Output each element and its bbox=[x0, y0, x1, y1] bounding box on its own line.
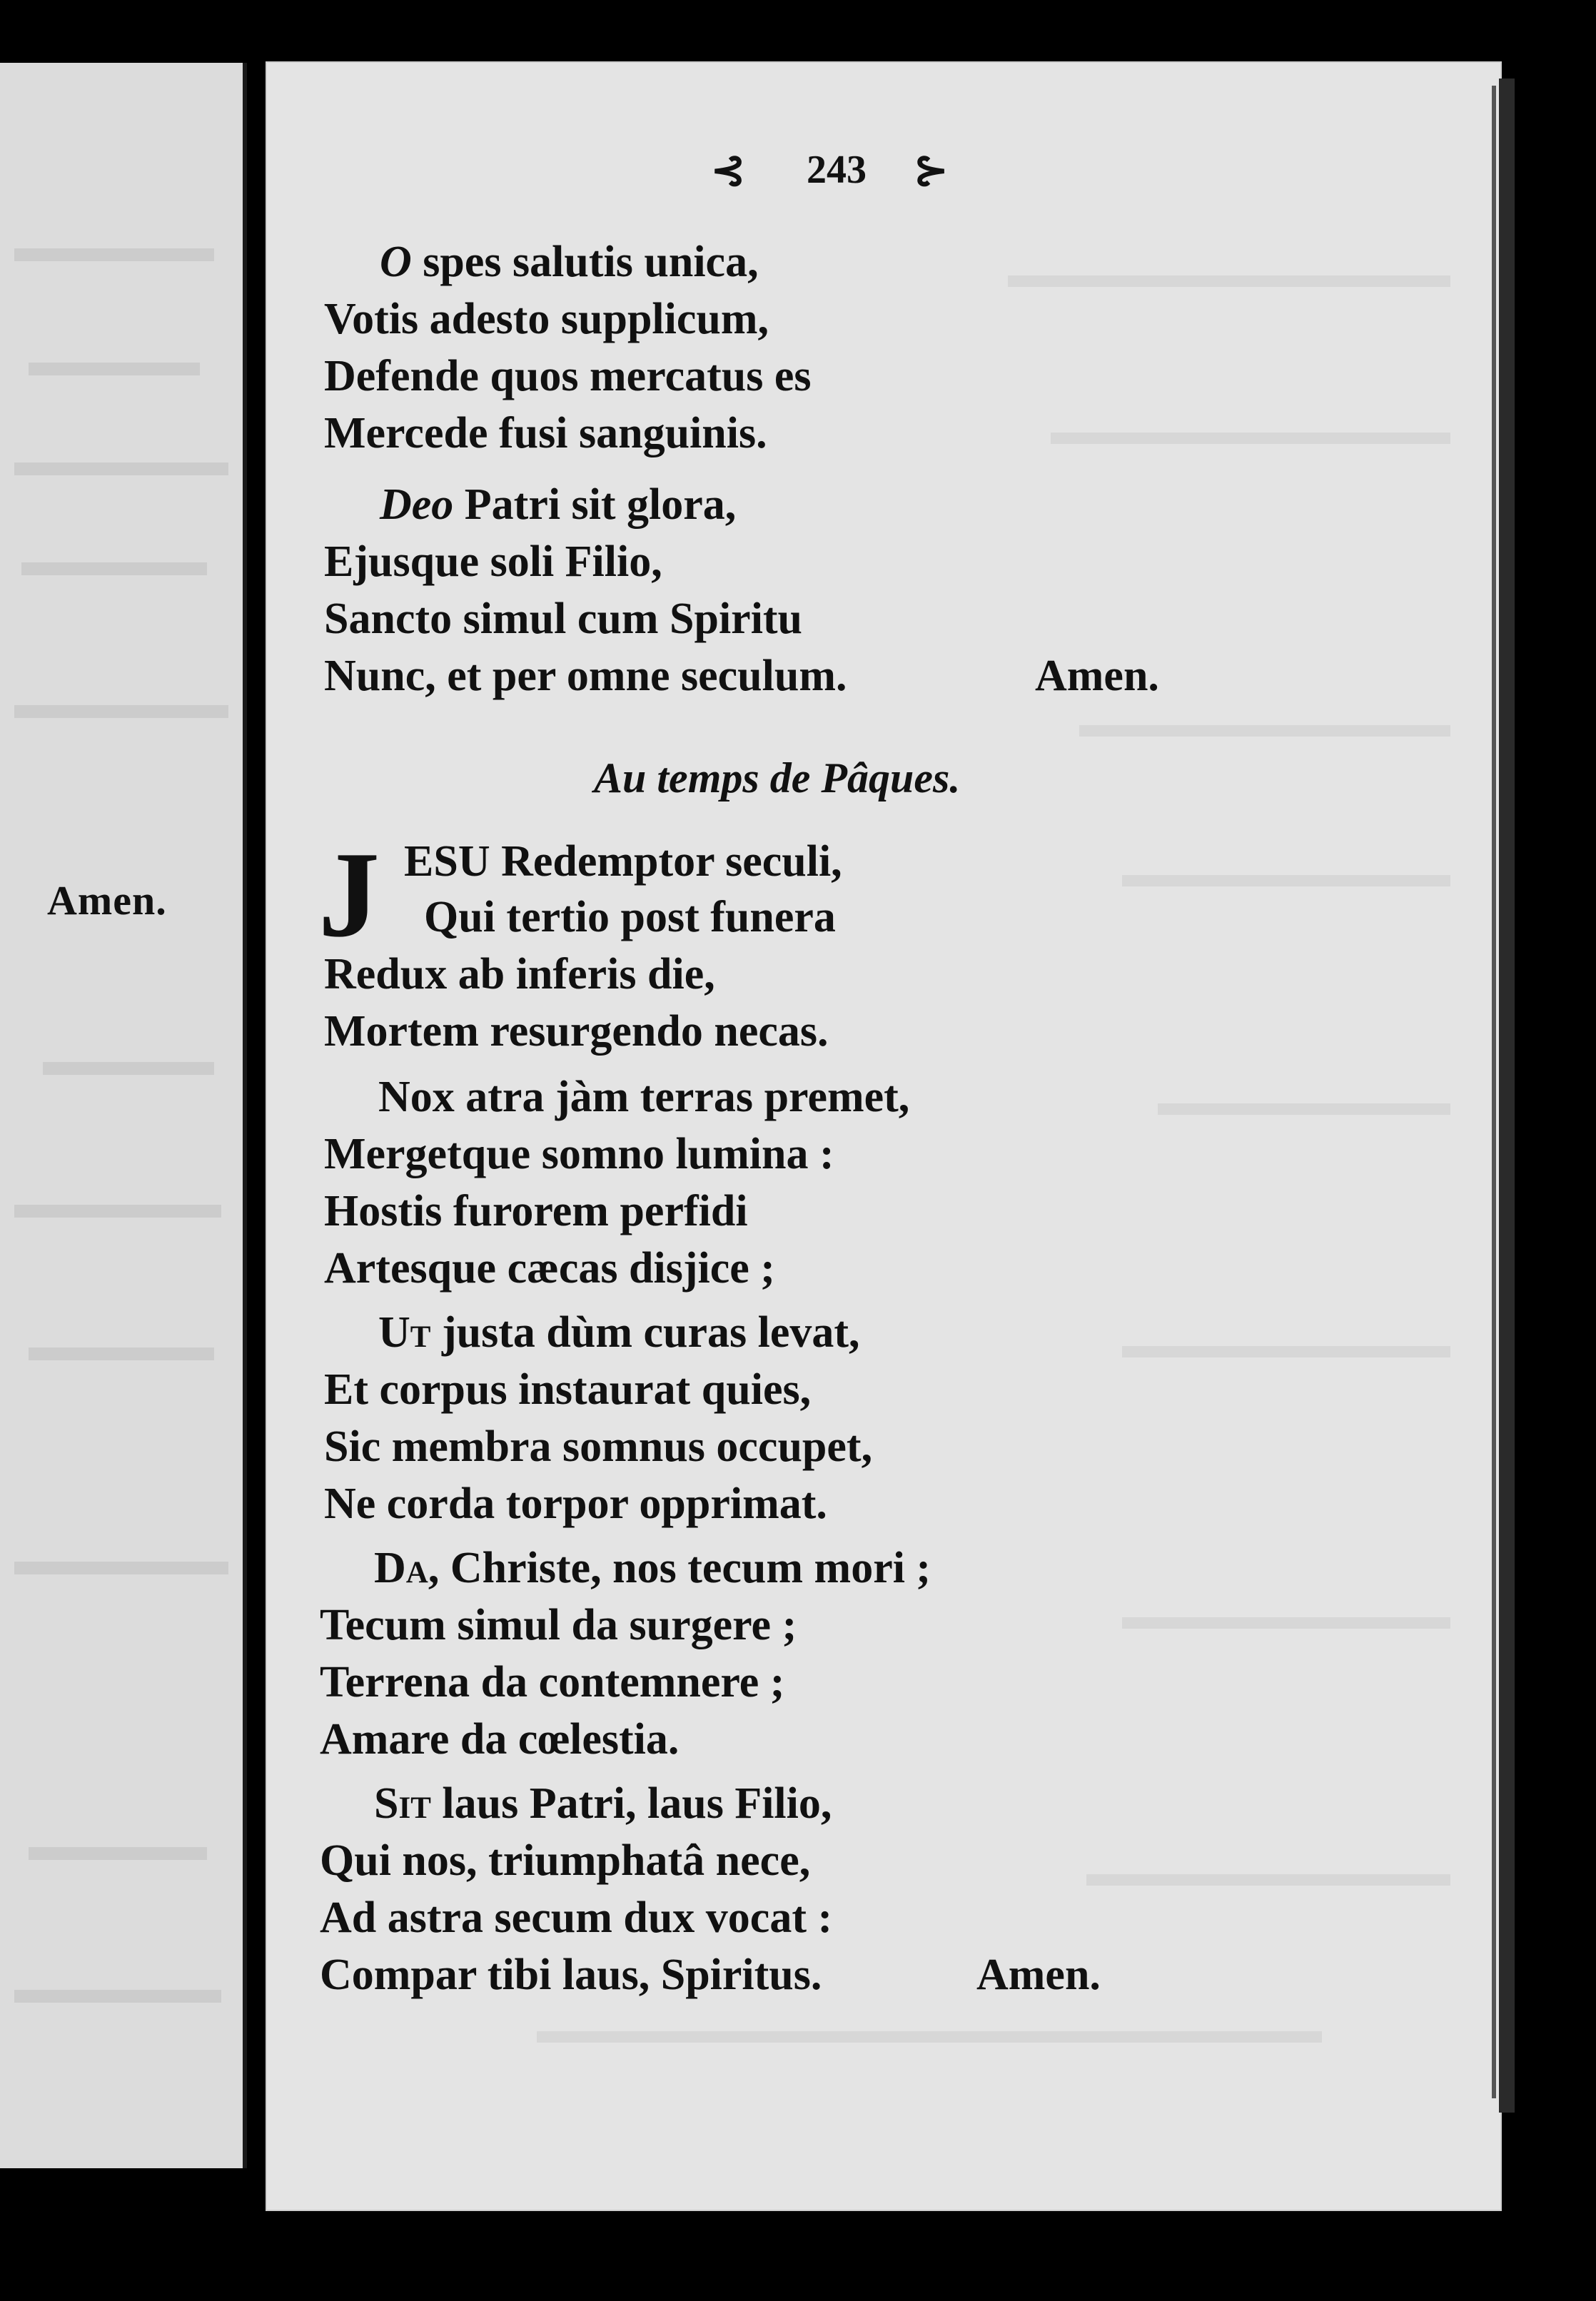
amen: Amen. bbox=[1035, 652, 1159, 700]
page-edge bbox=[1499, 79, 1515, 2113]
verse-line: Artesque cæcas disjice ; bbox=[324, 1244, 775, 1293]
verse-line: O spes salutis unica, bbox=[380, 238, 759, 286]
bleed-through-line bbox=[14, 248, 214, 261]
bleed-through-line bbox=[21, 562, 207, 575]
small-caps-lead: Sit bbox=[374, 1779, 431, 1828]
verse-line: ESU Redemptor seculi, bbox=[404, 837, 842, 886]
bleed-through-line bbox=[29, 1847, 207, 1860]
bleed-through-line bbox=[14, 1562, 228, 1574]
verse-line: Nox atra jàm terras premet, bbox=[378, 1073, 910, 1121]
verse-line: Ejusque soli Filio, bbox=[324, 537, 662, 586]
verse-line bbox=[374, 1546, 931, 1590]
page-edge-inner bbox=[1492, 86, 1496, 2098]
bleed-through-line bbox=[14, 462, 228, 475]
verse-line: Hostis furorem perfidi bbox=[324, 1187, 748, 1235]
bleed-through-line bbox=[1122, 875, 1450, 886]
verse-line: Defende quos mercatus es bbox=[324, 352, 812, 400]
left-page-amen: Amen. bbox=[47, 877, 167, 924]
amen: Amen. bbox=[976, 1951, 1101, 1999]
bleed-through-line bbox=[1122, 1617, 1450, 1629]
verse-line: Terrena da contemnere ; bbox=[320, 1658, 785, 1706]
bleed-through-line bbox=[29, 363, 200, 375]
bleed-through-line bbox=[29, 1347, 214, 1360]
header-ornament-right: ⊱ bbox=[914, 147, 949, 193]
section-title: Au temps de Pâques. bbox=[594, 754, 961, 801]
verse-text: justa dùm curas levat, bbox=[441, 1308, 860, 1357]
small-caps-lead: Da, bbox=[374, 1544, 440, 1592]
bleed-through-line bbox=[14, 1990, 221, 2003]
bleed-through-line bbox=[43, 1062, 214, 1075]
verse-line: Deo Patri sit glora, bbox=[380, 480, 737, 529]
bleed-through-line bbox=[1158, 1103, 1450, 1115]
verse-line: Qui tertio post funera bbox=[424, 893, 836, 941]
verse-line: Amare da cœlestia. bbox=[320, 1715, 680, 1764]
bleed-through-line bbox=[1086, 1874, 1450, 1886]
verse-text: laus Patri, laus Filio, bbox=[442, 1779, 832, 1828]
verse-line: Nunc, et per omne seculum. bbox=[324, 652, 847, 700]
small-caps-lead: Ut bbox=[378, 1308, 431, 1357]
verse-line bbox=[378, 1310, 860, 1355]
verse-line bbox=[374, 1781, 832, 1826]
verse-line: Mergetque somno lumina : bbox=[324, 1130, 834, 1178]
bleed-through-line bbox=[1051, 433, 1450, 444]
bleed-through-line bbox=[1079, 725, 1450, 737]
bleed-through-line bbox=[1122, 1346, 1450, 1357]
verse-text: spes salutis unica, bbox=[423, 238, 759, 286]
bleed-through-line bbox=[537, 2031, 1322, 2043]
verse-text: Christe, nos tecum mori ; bbox=[450, 1544, 931, 1592]
verse-line: Et corpus instaurat quies, bbox=[324, 1365, 812, 1414]
verse-line: Votis adesto supplicum, bbox=[324, 295, 769, 343]
verse-line: Ne corda torpor opprimat. bbox=[324, 1480, 827, 1528]
header-ornament-left: ⊰ bbox=[711, 147, 746, 193]
verse-line: Sic membra somnus occupet, bbox=[324, 1422, 873, 1471]
bleed-through-line bbox=[14, 1205, 221, 1218]
bleed-through-line bbox=[1008, 275, 1450, 287]
verse-line: Redux ab inferis die, bbox=[324, 950, 715, 998]
page-number: 243 bbox=[807, 148, 867, 192]
verse-line: Sancto simul cum Spiritu bbox=[324, 595, 803, 643]
verse-line: Tecum simul da surgere ; bbox=[320, 1601, 797, 1649]
verse-line: Ad astra secum dux vocat : bbox=[320, 1893, 833, 1942]
drop-cap: J bbox=[318, 827, 380, 963]
bleed-through-line bbox=[14, 705, 228, 718]
verse-line: Mortem resurgendo necas. bbox=[324, 1007, 829, 1056]
verse-line: Qui nos, triumphatâ nece, bbox=[320, 1836, 811, 1885]
left-page bbox=[0, 63, 247, 2168]
verse-line: Compar tibi laus, Spiritus. bbox=[320, 1951, 822, 1999]
verse-line: Mercede fusi sanguinis. bbox=[324, 409, 767, 457]
